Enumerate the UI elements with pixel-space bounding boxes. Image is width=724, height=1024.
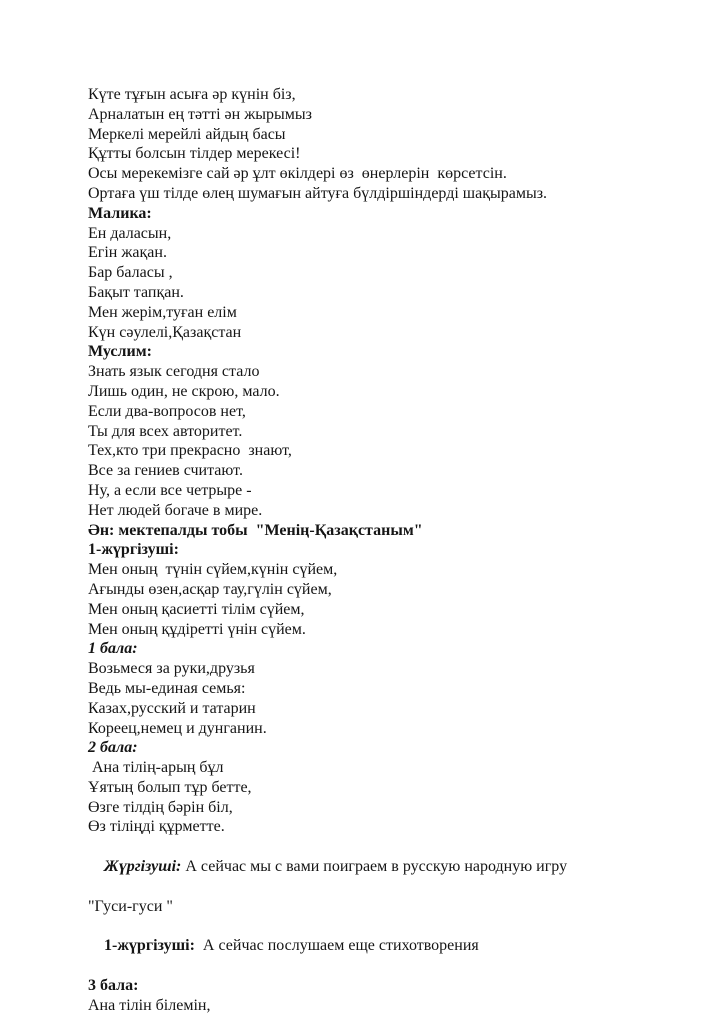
text-line: Ұятың болып тұр бетте, (88, 778, 252, 796)
text-line: Құтты болсын тілдер мерекесі! (88, 145, 301, 163)
text-line: Арналатын ең тәтті ән жырымыз (88, 105, 312, 123)
text-line: Осы мерекемізге сай әр ұлт өкілдері өз өнерлерін көрсетсін. (88, 165, 507, 183)
speaker-label: Жүргізуші: (104, 858, 182, 876)
text-line: Возьмеся за руки,друзья (88, 660, 255, 678)
text-line: Өзге тілдің бәрін біл, (88, 798, 233, 816)
speaker-heading: 3 бала: (88, 976, 139, 994)
text-line: Бар баласы , (88, 264, 173, 282)
speaker-text: А сейчас послушаем еще стихотворения (194, 937, 479, 955)
text-line: Мен оның түнін сүйем,күнін сүйем, (88, 561, 338, 579)
text-line (88, 916, 694, 975)
text-line: Ортаға үш тілде өлең шумағын айтуға бүлдіршіндерді шақырамыз. (88, 184, 548, 202)
song-heading: Ән: мектепалды тобы "Менің-Қазақстаным" (88, 521, 423, 539)
text-line: Ағынды өзен,асқар тау,гүлін сүйем, (88, 580, 332, 598)
text-line (88, 837, 694, 896)
text-line: Казах,русский и татарин (88, 699, 256, 717)
text-line: Кореец,немец и дунганин. (88, 719, 267, 737)
text-line: Ен даласын, (88, 224, 172, 242)
speaker-heading: 2 бала: (88, 739, 138, 757)
text-line: Ана тілің-арың бұл (88, 759, 224, 777)
text-line: Меркелі мерейлі айдың басы (88, 125, 286, 143)
text-line: "Гуси-гуси " (88, 897, 173, 915)
text-line: Мен оның қасиетті тілім сүйем, (88, 600, 305, 618)
text-line: Мен оның құдіретті үнін сүйем. (88, 620, 306, 638)
text-line: Знать язык сегодня стало (88, 363, 260, 381)
speaker-heading: 1 бала: (88, 640, 138, 658)
text-line: Если два-вопросов нет, (88, 402, 246, 420)
text-line: Күн сәулелі,Қазақстан (88, 323, 242, 341)
text-line: Нет людей богаче в мире. (88, 501, 263, 519)
speaker-heading: Малика: (88, 204, 152, 222)
text-line: Егін жақан. (88, 244, 167, 262)
text-line: Тех,кто три прекрасно знают, (88, 442, 292, 460)
speaker-heading: 1-жүргізуші: (88, 541, 179, 559)
text-line: Бақыт тапқан. (88, 283, 184, 301)
text-line: Ведь мы-единая семья: (88, 679, 246, 697)
text-line: Ты для всех авторитет. (88, 422, 243, 440)
text-line: Все за гениев считают. (88, 462, 243, 480)
speaker-heading: Муслим: (88, 343, 152, 361)
text-line: Күте тұғын асыға әр күнін біз, (88, 86, 296, 103)
speaker-label: 1-жүргізуші: (104, 937, 195, 955)
text-line: Мен жерім,туған елім (88, 303, 237, 321)
text-line: Ну, а если все четрыре - (88, 481, 252, 499)
text-line: Өз тіліңді құрметте. (88, 818, 225, 836)
text-line: Лишь один, не скрою, мало. (88, 382, 280, 400)
speaker-text: А сейчас мы с вами поиграем в русскую народную игру (181, 858, 568, 876)
text-line: Ана тілін білемін, (88, 996, 211, 1014)
